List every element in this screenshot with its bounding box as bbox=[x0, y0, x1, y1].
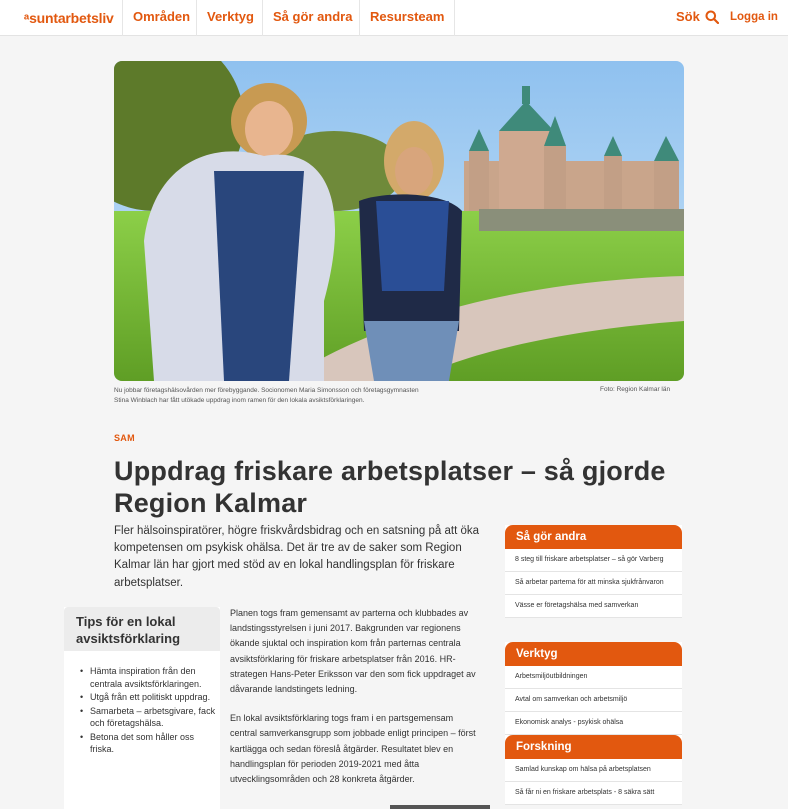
login-link[interactable]: Logga in bbox=[730, 11, 778, 23]
search-icon bbox=[705, 10, 719, 24]
sidebar-link[interactable]: Samlad kunskap om hälsa på arbetsplatsen bbox=[505, 759, 682, 782]
tips-item: • Betona det som håller oss friska. bbox=[84, 731, 220, 756]
sidebar-link[interactable]: Avtal om samverkan och arbetsmiljö bbox=[505, 689, 682, 712]
sidebar-link[interactable]: Arbetsmiljöutbildningen bbox=[505, 666, 682, 689]
hero-photo bbox=[114, 61, 684, 381]
caption-line-2: Stina Winblach har fått utökade uppdrag inom ramen för den lokala avsiktsförklaringen. bbox=[114, 397, 365, 404]
nav-item-resursteam[interactable]: Resursteam bbox=[359, 0, 455, 36]
sidebar-forskning bbox=[505, 735, 682, 805]
tips-item: • Samarbeta – arbetsgivare, fack och företagshälsa. bbox=[84, 705, 220, 730]
body-paragraph: Planen togs fram gemensamt av parterna och klubbades av landstingsstyrelsen i juni 2017. Bakgrunden var regionens ökande sjuktal och inspiration kom från parternas centrala avsiktsförklaring för friskare arbetsplatser från 2016. HR-strategen Hans-Peter Eriksson var den som fick uppdraget av dåvarande landstingets ledning. bbox=[230, 608, 476, 695]
site-logo[interactable] bbox=[24, 10, 114, 26]
logo-text: suntarbetsliv bbox=[29, 10, 114, 26]
tips-title: Tips för en lokal avsiktsförklaring bbox=[64, 607, 220, 651]
content-divider bbox=[390, 805, 490, 809]
body-paragraph: En lokal avsiktsförklaring togs fram i en partsgemensam central samverkansgrupp som jobbade enligt principen – först kartlägga och sedan föreslå åtgärder. Resultatet blev en handlingsplan för perioden 2019-2021 med åtta utvecklingsområden och 28 konkreta åtgärder. bbox=[230, 713, 476, 785]
sidebar-sa-gor-andra bbox=[505, 525, 682, 618]
sidebar-link[interactable]: Så arbetar parterna för att minska sjukfrånvaron bbox=[505, 572, 682, 595]
sidebar-title: Forskning bbox=[505, 735, 682, 759]
sidebar-title: Så gör andra bbox=[505, 525, 682, 549]
hero-caption bbox=[114, 386, 514, 406]
logo-mark: ᵃ bbox=[24, 10, 30, 26]
article-category[interactable]: SAM bbox=[114, 433, 135, 443]
tips-item: • Hämta inspiration från den centrala avsiktsförklaringen. bbox=[84, 665, 220, 690]
nav-item-sa-gor-andra[interactable]: Så gör andra bbox=[262, 0, 362, 36]
sidebar-link[interactable]: Vässe er företagshälsa med samverkan bbox=[505, 595, 682, 618]
tips-box bbox=[64, 607, 220, 809]
hero-image bbox=[114, 61, 684, 381]
tips-item: • Utgå från ett politiskt uppdrag. bbox=[84, 691, 220, 704]
photo-credit: Foto: Region Kalmar län bbox=[600, 386, 671, 393]
article-lead: Fler hälsoinspiratörer, högre friskvårdsbidrag och en satsning på att öka kompetensen om psykisk ohälsa. Det är tre av de saker som Region Kalmar län har gjort med stöd av en lokal handlingsplan för friskare arbetsplatser. bbox=[114, 525, 480, 589]
nav-item-verktyg[interactable]: Verktyg bbox=[196, 0, 264, 36]
caption-line-1: Nu jobbar företagshälsovården mer förebyggande. Socionomen Maria Simonsson och företagsgymnasten bbox=[114, 387, 419, 394]
nav-item-omraden[interactable]: Områden bbox=[122, 0, 200, 36]
sidebar-link[interactable]: Ekonomisk analys - psykisk ohälsa bbox=[505, 712, 682, 735]
sidebar-link[interactable]: 8 steg till friskare arbetsplatser – så gör Varberg bbox=[505, 549, 682, 572]
sidebar-link[interactable]: Så får ni en friskare arbetsplats - 8 säkra sätt bbox=[505, 782, 682, 805]
search-button[interactable] bbox=[676, 9, 719, 24]
sidebar-verktyg bbox=[505, 642, 682, 735]
article-body bbox=[230, 606, 482, 801]
article-headline: Uppdrag friskare arbetsplatser – så gjorde Region Kalmar bbox=[114, 456, 666, 518]
tips-list bbox=[64, 651, 220, 756]
search-label: Sök bbox=[676, 9, 700, 24]
sidebar-title: Verktyg bbox=[505, 642, 682, 666]
top-navigation bbox=[0, 0, 788, 36]
